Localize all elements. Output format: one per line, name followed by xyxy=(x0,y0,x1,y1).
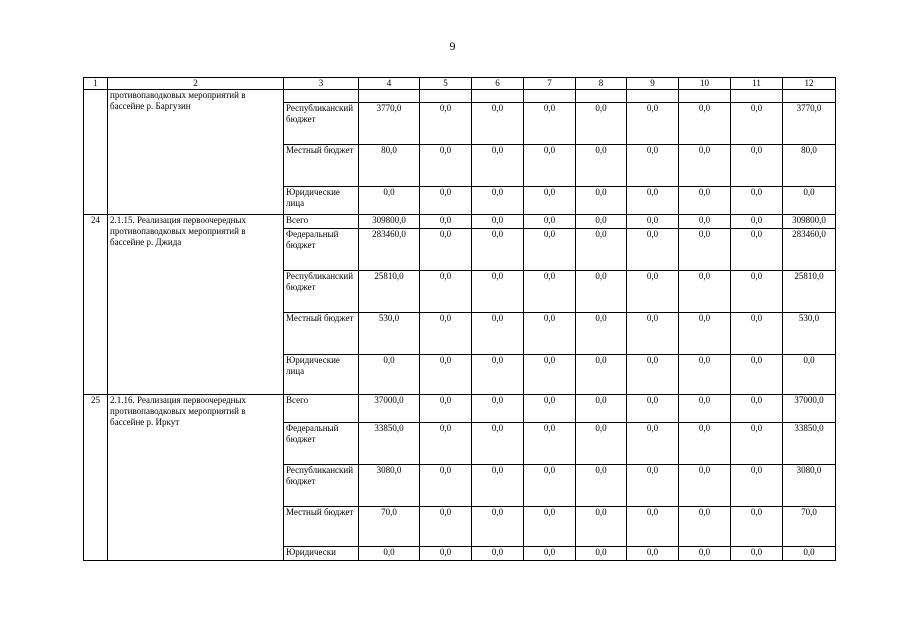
measure-title: 2.1.15. Реализация первоочередных противопаводковых мероприятий в бассейне р. Джида xyxy=(108,215,284,395)
value-cell: 0,0 xyxy=(420,103,472,145)
value-cell: 0,0 xyxy=(576,423,627,465)
funding-source: Местный бюджет xyxy=(284,507,359,547)
value-cell: 0,0 xyxy=(420,465,472,507)
funding-source: Местный бюджет xyxy=(284,313,359,355)
funding-source: Республиканский бюджет xyxy=(284,465,359,507)
value-cell: 0,0 xyxy=(679,507,731,547)
value-cell: 33850,0 xyxy=(359,423,420,465)
value-cell: 0,0 xyxy=(420,395,472,423)
value-cell: 0,0 xyxy=(359,355,420,395)
col-header: 10 xyxy=(679,78,731,90)
value-cell: 0,0 xyxy=(524,313,576,355)
value-cell: 3770,0 xyxy=(783,103,836,145)
value-cell: 25810,0 xyxy=(783,271,836,313)
value-cell: 0,0 xyxy=(731,229,783,271)
value-cell: 0,0 xyxy=(679,355,731,395)
value-cell: 0,0 xyxy=(420,271,472,313)
value-cell: 0,0 xyxy=(472,313,524,355)
value-cell: 0,0 xyxy=(420,355,472,395)
value-cell: 0,0 xyxy=(524,271,576,313)
value-cell: 0,0 xyxy=(524,215,576,229)
value-cell: 0,0 xyxy=(472,103,524,145)
funding-source: Юридические лица xyxy=(284,187,359,215)
value-cell: 70,0 xyxy=(359,507,420,547)
value-cell: 0,0 xyxy=(524,187,576,215)
row-number: 25 xyxy=(84,395,108,561)
value-cell: 0,0 xyxy=(576,187,627,215)
value-cell: 0,0 xyxy=(576,229,627,271)
value-cell: 0,0 xyxy=(679,395,731,423)
value-cell: 0,0 xyxy=(731,547,783,561)
value-cell: 0,0 xyxy=(679,271,731,313)
page-number: 9 xyxy=(449,39,456,53)
col-header: 12 xyxy=(783,78,836,90)
table-row xyxy=(84,395,836,423)
value-cell: 309800,0 xyxy=(783,215,836,229)
value-cell: 0,0 xyxy=(627,313,679,355)
value-cell: 0,0 xyxy=(627,423,679,465)
value-cell: 0,0 xyxy=(576,215,627,229)
col-header: 7 xyxy=(524,78,576,90)
value-cell: 0,0 xyxy=(420,507,472,547)
value-cell: 0,0 xyxy=(472,465,524,507)
value-cell: 0,0 xyxy=(731,355,783,395)
value-cell: 0,0 xyxy=(524,229,576,271)
col-header: 6 xyxy=(472,78,524,90)
value-cell: 0,0 xyxy=(472,215,524,229)
value-cell: 0,0 xyxy=(472,423,524,465)
col-header: 8 xyxy=(576,78,627,90)
col-header: 11 xyxy=(731,78,783,90)
value-cell: 0,0 xyxy=(627,145,679,187)
row-number-cell xyxy=(84,90,108,215)
value-cell: 0,0 xyxy=(359,187,420,215)
budget-table xyxy=(83,77,836,561)
value-cell: 0,0 xyxy=(731,507,783,547)
value-cell: 0,0 xyxy=(731,145,783,187)
value-cell: 0,0 xyxy=(679,145,731,187)
value-cell: 0,0 xyxy=(627,215,679,229)
value-cell: 0,0 xyxy=(783,187,836,215)
value-cell: 0,0 xyxy=(524,423,576,465)
value-cell: 0,0 xyxy=(524,355,576,395)
value-cell: 3770,0 xyxy=(359,103,420,145)
value-cell: 0,0 xyxy=(627,507,679,547)
table-row xyxy=(84,215,836,229)
value-cell: 80,0 xyxy=(359,145,420,187)
value-cell: 0,0 xyxy=(731,465,783,507)
value-cell: 0,0 xyxy=(420,547,472,561)
value-cell: 0,0 xyxy=(524,547,576,561)
value-cell: 0,0 xyxy=(679,215,731,229)
value-cell: 0,0 xyxy=(472,145,524,187)
col-header: 2 xyxy=(108,78,284,90)
value-cell: 0,0 xyxy=(731,313,783,355)
value-cell: 0,0 xyxy=(420,423,472,465)
funding-source: Республиканский бюджет xyxy=(284,271,359,313)
col-header: 9 xyxy=(627,78,679,90)
value-cell: 0,0 xyxy=(576,465,627,507)
funding-source: Федеральный бюджет xyxy=(284,229,359,271)
funding-source: Федеральный бюджет xyxy=(284,423,359,465)
value-cell: 0,0 xyxy=(576,547,627,561)
value-cell: 283460,0 xyxy=(359,229,420,271)
value-cell: 0,0 xyxy=(627,103,679,145)
value-cell: 0,0 xyxy=(576,271,627,313)
value-cell: 33850,0 xyxy=(783,423,836,465)
value-cell: 0,0 xyxy=(576,313,627,355)
funding-source: Всего xyxy=(284,215,359,229)
value-cell: 0,0 xyxy=(420,313,472,355)
value-cell: 0,0 xyxy=(627,229,679,271)
value-cell: 0,0 xyxy=(524,465,576,507)
value-cell: 0,0 xyxy=(783,355,836,395)
value-cell: 530,0 xyxy=(783,313,836,355)
value-cell: 0,0 xyxy=(731,271,783,313)
value-cell: 0,0 xyxy=(679,313,731,355)
continued-blank-row xyxy=(84,90,836,103)
value-cell: 0,0 xyxy=(679,465,731,507)
value-cell: 0,0 xyxy=(627,187,679,215)
value-cell: 0,0 xyxy=(627,395,679,423)
value-cell: 0,0 xyxy=(472,355,524,395)
value-cell: 0,0 xyxy=(524,145,576,187)
value-cell: 0,0 xyxy=(472,507,524,547)
value-cell: 80,0 xyxy=(783,145,836,187)
measure-title: 2.1.16. Реализация первоочередных противопаводковых мероприятий в бассейне р. Иркут xyxy=(108,395,284,561)
col-header: 5 xyxy=(420,78,472,90)
col-header: 4 xyxy=(359,78,420,90)
value-cell: 0,0 xyxy=(472,547,524,561)
value-cell: 0,0 xyxy=(576,103,627,145)
value-cell: 0,0 xyxy=(731,187,783,215)
value-cell: 0,0 xyxy=(524,507,576,547)
funding-source: Всего xyxy=(284,395,359,423)
value-cell: 0,0 xyxy=(420,187,472,215)
value-cell: 0,0 xyxy=(627,271,679,313)
value-cell: 0,0 xyxy=(420,145,472,187)
funding-source: Юридически xyxy=(284,547,359,561)
value-cell: 530,0 xyxy=(359,313,420,355)
value-cell: 0,0 xyxy=(731,395,783,423)
value-cell: 0,0 xyxy=(576,507,627,547)
value-cell: 0,0 xyxy=(627,547,679,561)
value-cell: 3080,0 xyxy=(359,465,420,507)
value-cell: 0,0 xyxy=(472,271,524,313)
value-cell: 309800,0 xyxy=(359,215,420,229)
value-cell: 0,0 xyxy=(576,395,627,423)
value-cell: 0,0 xyxy=(679,187,731,215)
value-cell: 0,0 xyxy=(679,103,731,145)
value-cell: 0,0 xyxy=(627,355,679,395)
value-cell: 37000,0 xyxy=(359,395,420,423)
value-cell: 0,0 xyxy=(524,103,576,145)
col-header: 1 xyxy=(84,78,108,90)
value-cell: 0,0 xyxy=(359,547,420,561)
value-cell: 0,0 xyxy=(420,229,472,271)
column-number-row xyxy=(84,78,836,90)
value-cell: 0,0 xyxy=(524,395,576,423)
value-cell: 0,0 xyxy=(679,423,731,465)
measure-title: противопаводковых мероприятий в бассейне р. Баргузин xyxy=(108,90,284,215)
value-cell: 0,0 xyxy=(472,395,524,423)
value-cell: 0,0 xyxy=(783,547,836,561)
value-cell: 0,0 xyxy=(731,103,783,145)
funding-source: Республиканский бюджет xyxy=(284,103,359,145)
value-cell: 25810,0 xyxy=(359,271,420,313)
value-cell: 37000,0 xyxy=(783,395,836,423)
row-number: 24 xyxy=(84,215,108,395)
value-cell: 0,0 xyxy=(627,465,679,507)
funding-source: Юридические лица xyxy=(284,355,359,395)
value-cell: 0,0 xyxy=(472,187,524,215)
value-cell: 0,0 xyxy=(731,423,783,465)
funding-source: Местный бюджет xyxy=(284,145,359,187)
value-cell: 70,0 xyxy=(783,507,836,547)
value-cell: 0,0 xyxy=(679,229,731,271)
value-cell: 0,0 xyxy=(420,215,472,229)
value-cell: 0,0 xyxy=(731,215,783,229)
value-cell: 0,0 xyxy=(576,355,627,395)
value-cell: 0,0 xyxy=(576,145,627,187)
value-cell: 283460,0 xyxy=(783,229,836,271)
value-cell: 3080,0 xyxy=(783,465,836,507)
col-header: 3 xyxy=(284,78,359,90)
value-cell: 0,0 xyxy=(472,229,524,271)
value-cell: 0,0 xyxy=(679,547,731,561)
